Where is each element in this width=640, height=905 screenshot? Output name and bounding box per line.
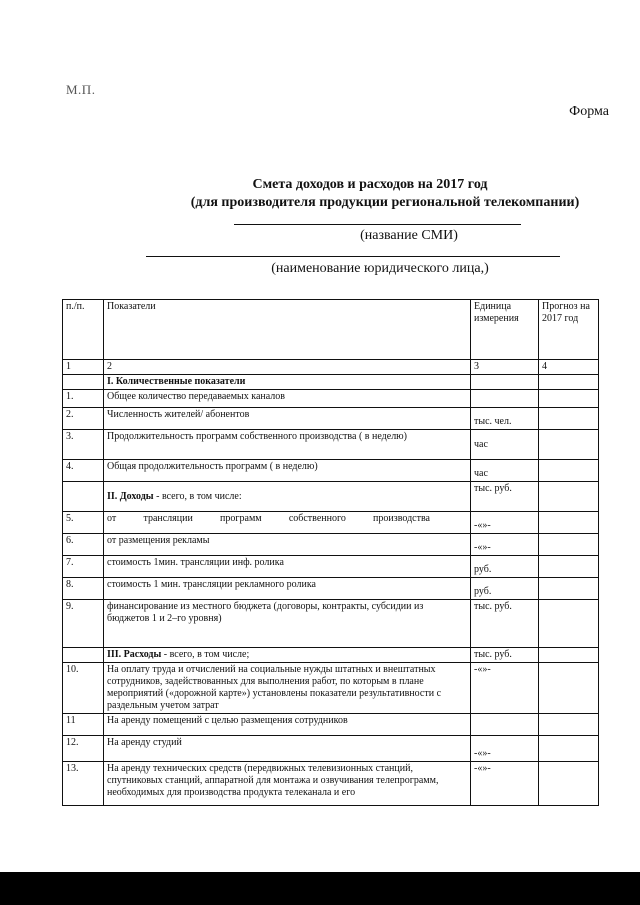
row-text: На аренду технических средств (передвижных телевизионных станций, спутниковых станций, аппаратной для монтажа и озвучивания телепрограмм, необходимых для производства продукта телеканала и его <box>104 762 471 806</box>
section-heading <box>104 482 471 512</box>
table-row <box>63 430 599 460</box>
row-unit: руб. <box>471 556 539 578</box>
row-number: 8. <box>63 578 104 600</box>
row-unit: -«»- <box>471 736 539 762</box>
table-row <box>63 390 599 408</box>
row-forecast <box>539 762 599 806</box>
row-number: 9. <box>63 600 104 648</box>
row-forecast <box>539 408 599 430</box>
header-num: п./п. <box>63 300 104 360</box>
table-row <box>63 663 599 714</box>
row-text: от трансляции программ собственного производства <box>104 512 471 534</box>
table-row <box>63 408 599 430</box>
index-cell: 1 <box>63 360 104 375</box>
row-text: На аренду студий <box>104 736 471 762</box>
row-number: 13. <box>63 762 104 806</box>
section-heading: I. Количественные показатели <box>104 375 471 390</box>
table-row <box>63 736 599 762</box>
title-line-1: Смета доходов и расходов на 2017 год <box>252 177 488 192</box>
row-unit: тыс. руб. <box>471 482 539 512</box>
index-row <box>63 360 599 375</box>
row-number: 7. <box>63 556 104 578</box>
row-text: Общая продолжительность программ ( в неделю) <box>104 460 471 482</box>
row-text: от размещения рекламы <box>104 534 471 556</box>
row-text: Общее количество передаваемых каналов <box>104 390 471 408</box>
row-number: 4. <box>63 460 104 482</box>
media-name-line <box>234 224 521 225</box>
table-row <box>63 762 599 806</box>
header-indicator: Показатели <box>104 300 471 360</box>
row-text: На оплату труда и отчислений на социальные нужды штатных и внештатных сотрудников, задействованных для выполнения работ, по которым в плане мероприятий («дорожной карте») установлены показатели результативности с раздельным учетом затрат <box>104 663 471 714</box>
row-text: Численность жителей/ абонентов <box>104 408 471 430</box>
budget-table <box>62 299 599 806</box>
legal-entity-line <box>146 256 560 257</box>
row-unit <box>471 390 539 408</box>
index-cell: 3 <box>471 360 539 375</box>
row-unit: час <box>471 430 539 460</box>
media-name-caption: (название СМИ) <box>360 228 458 243</box>
title-line-2: (для производителя продукции региональной телекомпании) <box>190 195 580 210</box>
row-text: стоимость 1мин. трансляции инф. ролика <box>104 556 471 578</box>
document-title <box>0 176 640 212</box>
row-number: 11 <box>63 714 104 736</box>
form-label: Форма <box>569 104 609 119</box>
row-text: финансирование из местного бюджета (договоры, контракты, субсидии из бюджетов 1 и 2–го уровня) <box>104 600 471 648</box>
row-unit: руб. <box>471 578 539 600</box>
row-number: 2. <box>63 408 104 430</box>
row-forecast <box>539 512 599 534</box>
table-row <box>63 460 599 482</box>
row-number: 1. <box>63 390 104 408</box>
row-forecast <box>539 600 599 648</box>
row-number: 12. <box>63 736 104 762</box>
row-forecast <box>539 736 599 762</box>
row-unit: -«»- <box>471 663 539 714</box>
row-unit: тыс. руб. <box>471 600 539 648</box>
header-unit: Единица измерения <box>471 300 539 360</box>
row-number: 10. <box>63 663 104 714</box>
row-unit: -«»- <box>471 762 539 806</box>
row-unit: -«»- <box>471 512 539 534</box>
row-number: 3. <box>63 430 104 460</box>
table-row <box>63 556 599 578</box>
table-row <box>63 648 599 663</box>
section-heading <box>104 648 471 663</box>
section-subtitle: - всего, в том числе; <box>161 649 250 660</box>
table-header-row <box>63 300 599 360</box>
table-row <box>63 512 599 534</box>
row-forecast <box>539 556 599 578</box>
row-forecast <box>539 534 599 556</box>
table-row <box>63 714 599 736</box>
section-title: III. Расходы <box>107 649 162 660</box>
row-text: На аренду помещений с целью размещения сотрудников <box>104 714 471 736</box>
row-forecast <box>539 430 599 460</box>
table-row <box>63 375 599 390</box>
index-cell: 2 <box>104 360 471 375</box>
row-unit: тыс. руб. <box>471 648 539 663</box>
row-number: 6. <box>63 534 104 556</box>
row-unit: -«»- <box>471 534 539 556</box>
section-title: II. Доходы <box>107 490 154 502</box>
row-forecast <box>539 714 599 736</box>
table-row <box>63 534 599 556</box>
row-forecast <box>539 663 599 714</box>
row-unit: тыс. чел. <box>471 408 539 430</box>
row-text: Продолжительность программ собственного производства ( в неделю) <box>104 430 471 460</box>
scan-border <box>0 872 640 905</box>
row-forecast <box>539 390 599 408</box>
row-forecast <box>539 578 599 600</box>
header-forecast: Прогноз на 2017 год <box>539 300 599 360</box>
row-text: стоимость 1 мин. трансляции рекламного ролика <box>104 578 471 600</box>
section-subtitle: - всего, в том числе: <box>153 490 242 502</box>
table-row <box>63 482 599 512</box>
row-unit <box>471 714 539 736</box>
stamp-mark: М.П. <box>66 82 96 97</box>
table-row <box>63 600 599 648</box>
row-forecast <box>539 460 599 482</box>
index-cell: 4 <box>539 360 599 375</box>
row-number: 5. <box>63 512 104 534</box>
legal-entity-caption: (наименование юридического лица,) <box>271 261 489 276</box>
row-unit: час <box>471 460 539 482</box>
table-row <box>63 578 599 600</box>
